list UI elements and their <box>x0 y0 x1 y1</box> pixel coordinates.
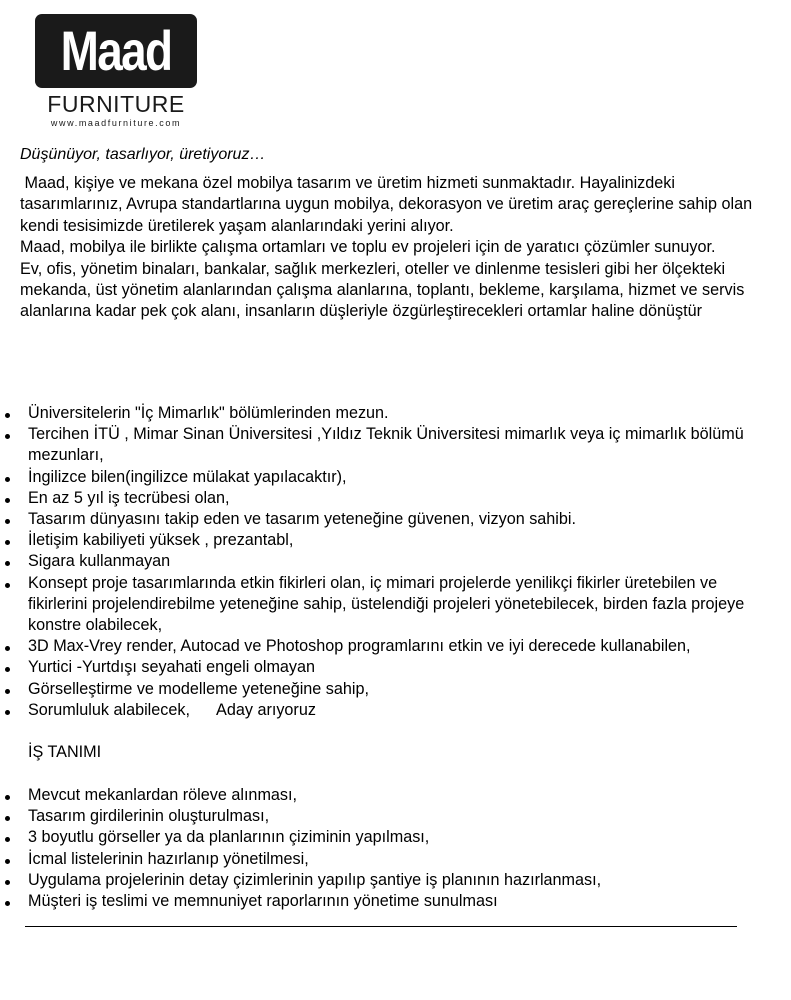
logo-wordmark: Maad <box>60 19 172 82</box>
list-item: Uygulama projelerinin detay çizimlerinin yapılıp şantiye iş planının hazırlanması, <box>0 870 780 891</box>
list-item: İngilizce bilen(ingilizce mülakat yapılacaktır), <box>0 467 780 488</box>
requirements-list <box>0 403 780 721</box>
list-item: Tasarım girdilerinin oluşturulması, <box>0 806 780 827</box>
logo <box>35 14 197 88</box>
list-item: Tasarım dünyasını takip eden ve tasarım yeteneğine güvenen, vizyon sahibi. <box>0 509 780 530</box>
list-item: Mevcut mekanlardan röleve alınması, <box>0 785 780 806</box>
list-item: Konsept proje tasarımlarında etkin fikirleri olan, iç mimari projelerde yenilikçi fikirler üretebilen ve fikirlerini projelendirebilme yeteneğine sahip, üstelendiği projeleri yönetebilecek, birden fazla projeye konstre olabilecek, <box>0 573 780 637</box>
list-item: Sorumluluk alabilecek, Aday arıyoruz <box>0 700 780 721</box>
intro-text <box>20 173 780 323</box>
list-item: 3D Max-Vrey render, Autocad ve Photoshop programlarını etkin ve iyi derecede kullanabilen, <box>0 636 780 657</box>
list-item: Yurtici -Yurtdışı seyahati engeli olmayan <box>0 657 780 678</box>
list-item: En az 5 yıl iş tecrübesi olan, <box>0 488 780 509</box>
intro-paragraph: Maad, mobilya ile birlikte çalışma ortamları ve toplu ev projeleri için de yaratıcı çözümler sunuyor. <box>20 238 716 257</box>
list-item: 3 boyutlu görseller ya da planlarının çiziminin yapılması, <box>0 827 780 848</box>
tasks-list <box>0 785 780 912</box>
logo-subtitle: FURNITURE <box>47 91 185 117</box>
list-item: Müşteri iş teslimi ve memnuniyet raporlarının yönetime sunulması <box>0 891 780 912</box>
logo-url: www.maadfurniture.com <box>50 118 182 128</box>
list-item: Üniversitelerin "İç Mimarlık" bölümlerinden mezun. <box>0 403 780 424</box>
intro-paragraph: Maad, kişiye ve mekana özel mobilya tasarım ve üretim hizmeti sunmaktadır. Hayalinizdeki tasarımlarınız, Avrupa standartlarına uygun mobilya, dekorasyon ve üretim araç gereçlerine sahip olan kendi tesisimizde üretilerek yaşam alanlarındaki yerini alıyor. <box>20 174 757 235</box>
tagline: Düşünüyor, tasarlıyor, üretiyoruz… <box>20 146 266 163</box>
list-item: Sigara kullanmayan <box>0 551 780 572</box>
list-item: İletişim kabiliyeti yüksek , prezantabl, <box>0 530 780 551</box>
job-description-heading: İŞ TANIMI <box>28 743 102 761</box>
intro-paragraph: Ev, ofis, yönetim binaları, bankalar, sağlık merkezleri, oteller ve dinlenme tesisleri gibi her ölçekteki mekanda, üst yönetim alanlarından çalışma alanlarına, toplantı, bekleme, karşılama, hizmet ve servis alanlarına kadar pek çok alanı, insanların düşleriyle özgürleştirecekleri ortamlar haline dönüştür <box>20 259 745 321</box>
list-item: Görselleştirme ve modelleme yeteneğine sahip, <box>0 679 780 700</box>
bottom-divider <box>25 926 737 927</box>
list-item: Tercihen İTÜ , Mimar Sinan Üniversitesi ,Yıldız Teknik Üniversitesi mimarlık veya iç mimarlık bölümü mezunları, <box>0 424 780 466</box>
list-item: İcmal listelerinin hazırlanıp yönetilmesi, <box>0 849 780 870</box>
